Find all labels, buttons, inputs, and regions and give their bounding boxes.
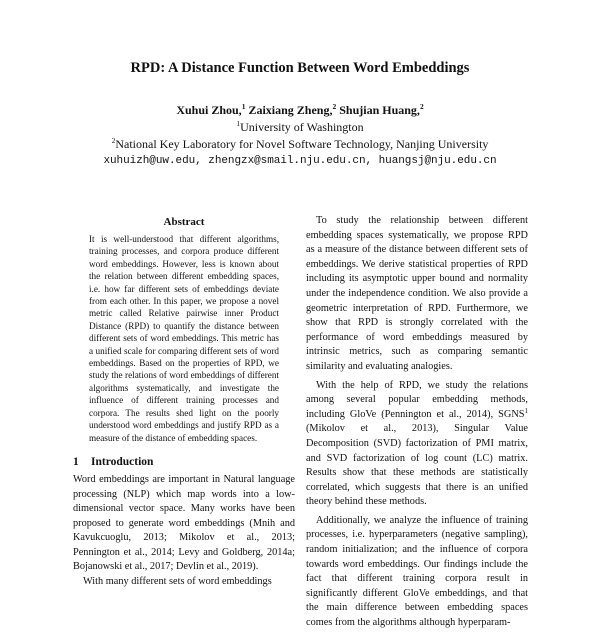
intro-paragraph-2: [73, 575, 295, 590]
author-block: [0, 102, 600, 170]
left-column: [73, 214, 295, 590]
paper-title: RPD: A Distance Function Between Word Embeddings: [130, 60, 470, 76]
affiliation-2: [0, 136, 600, 153]
section-title: Introduction: [91, 455, 154, 468]
affiliation-text: National Key Laboratory for Novel Software Technology, Nanjing University: [115, 137, 489, 151]
author-name: Zaixiang Zheng,: [245, 103, 333, 117]
affiliation-text: University of Washington: [240, 120, 364, 134]
affiliation-marker: 1: [236, 119, 241, 128]
intro-paragraph-2-text: With many different sets of word embeddings: [83, 576, 272, 588]
right-paragraph-1: [306, 214, 528, 375]
right-paragraph-3: [306, 514, 528, 631]
intro-paragraph-1: Word embeddings are important in Natural language processing (NLP) which map words into a low-dimensional vector space. Many works have been proposed to generate word embeddings (Mnih and Kavukcuoglu, 2013; Mikolov et al., 2013; Pennington et al., 2014; Levy and Goldberg, 2014a; Bojanowski et al., 2017; Devlin et al., 2019).: [73, 473, 295, 573]
author-emails: xuhuizh@uw.edu, zhengzx@smail.nju.edu.cn, huangsj@nju.edu.cn: [103, 155, 497, 167]
abstract-heading: Abstract: [163, 216, 205, 228]
section-number: 1: [73, 455, 79, 468]
affiliation-marker: 2: [419, 102, 424, 111]
affiliation-marker: 1: [241, 102, 246, 111]
affiliation-marker: 2: [111, 136, 116, 145]
right-paragraph-2-text-start: With the help of RPD, we study the relations among several popular embedding methods, including GloVe (Pennington et al., 2014), SGNS: [306, 379, 528, 420]
right-paragraph-2: [306, 379, 528, 510]
author-name: Shujian Huang,: [336, 103, 420, 117]
right-paragraph-2-text-end: (Mikolov et al., 2013), Singular Value Decomposition (SVD) factorization of PMI matrix, and SVD factorization of log count (LC) matrix. Results show that these methods are statistically correlated, which suggests that there is an unified theory behind these methods.: [306, 423, 528, 508]
right-paragraph-3-text: Additionally, we analyze the influence of training processes, i.e. hyperparameters (negative sampling), random initialization; and the influence of corpora towards word embeddings. Our findings include the fact that different training corpora result in significantly different GloVe embeddings, and that the main difference between embedding spaces comes from the algorithms although hyperparam-: [306, 514, 528, 629]
right-column: [306, 214, 528, 635]
right-paragraph-1-text: To study the relationship between different embedding spaces systematically, we propose RPD as a measure of the distance between different sets of embeddings. We derive statistical properties of RPD including its asymptotic upper bound and normality under the independence condition. We also provide a geometric interpretation of RPD. Furthermore, we show that RPD is strongly correlated with the performance of word embeddings measured by intrinsic metrics, such as comparing semantic similarity and evaluating analogies.: [306, 215, 528, 372]
affiliation-1: [0, 119, 600, 136]
abstract-body: It is well-understood that different algorithms, training processes, and corpora produce different word embeddings. However, less is known about the relation between different embedding spaces, i.e. how far different sets of embeddings deviate from each other. In this paper, we propose a novel metric called Relative pairwise inner Product Distance (RPD) to quantify the distance between different sets of word embeddings. This metric has a unified scale for comparing different sets of word embeddings. Based on the properties of RPD, we study the relations of word embeddings of different algorithms systematically, and investigate the influence of different training processes and corpora. The results shed light on the poorly understood word embeddings and justify RPD as a measure of the distance of embedding spaces.: [89, 234, 279, 443]
author-names: [0, 102, 600, 119]
section-heading-introduction: [73, 455, 295, 469]
affiliation-marker: 2: [332, 102, 337, 111]
footnote-marker: 1: [524, 406, 528, 415]
author-name: Xuhui Zhou,: [176, 103, 242, 117]
